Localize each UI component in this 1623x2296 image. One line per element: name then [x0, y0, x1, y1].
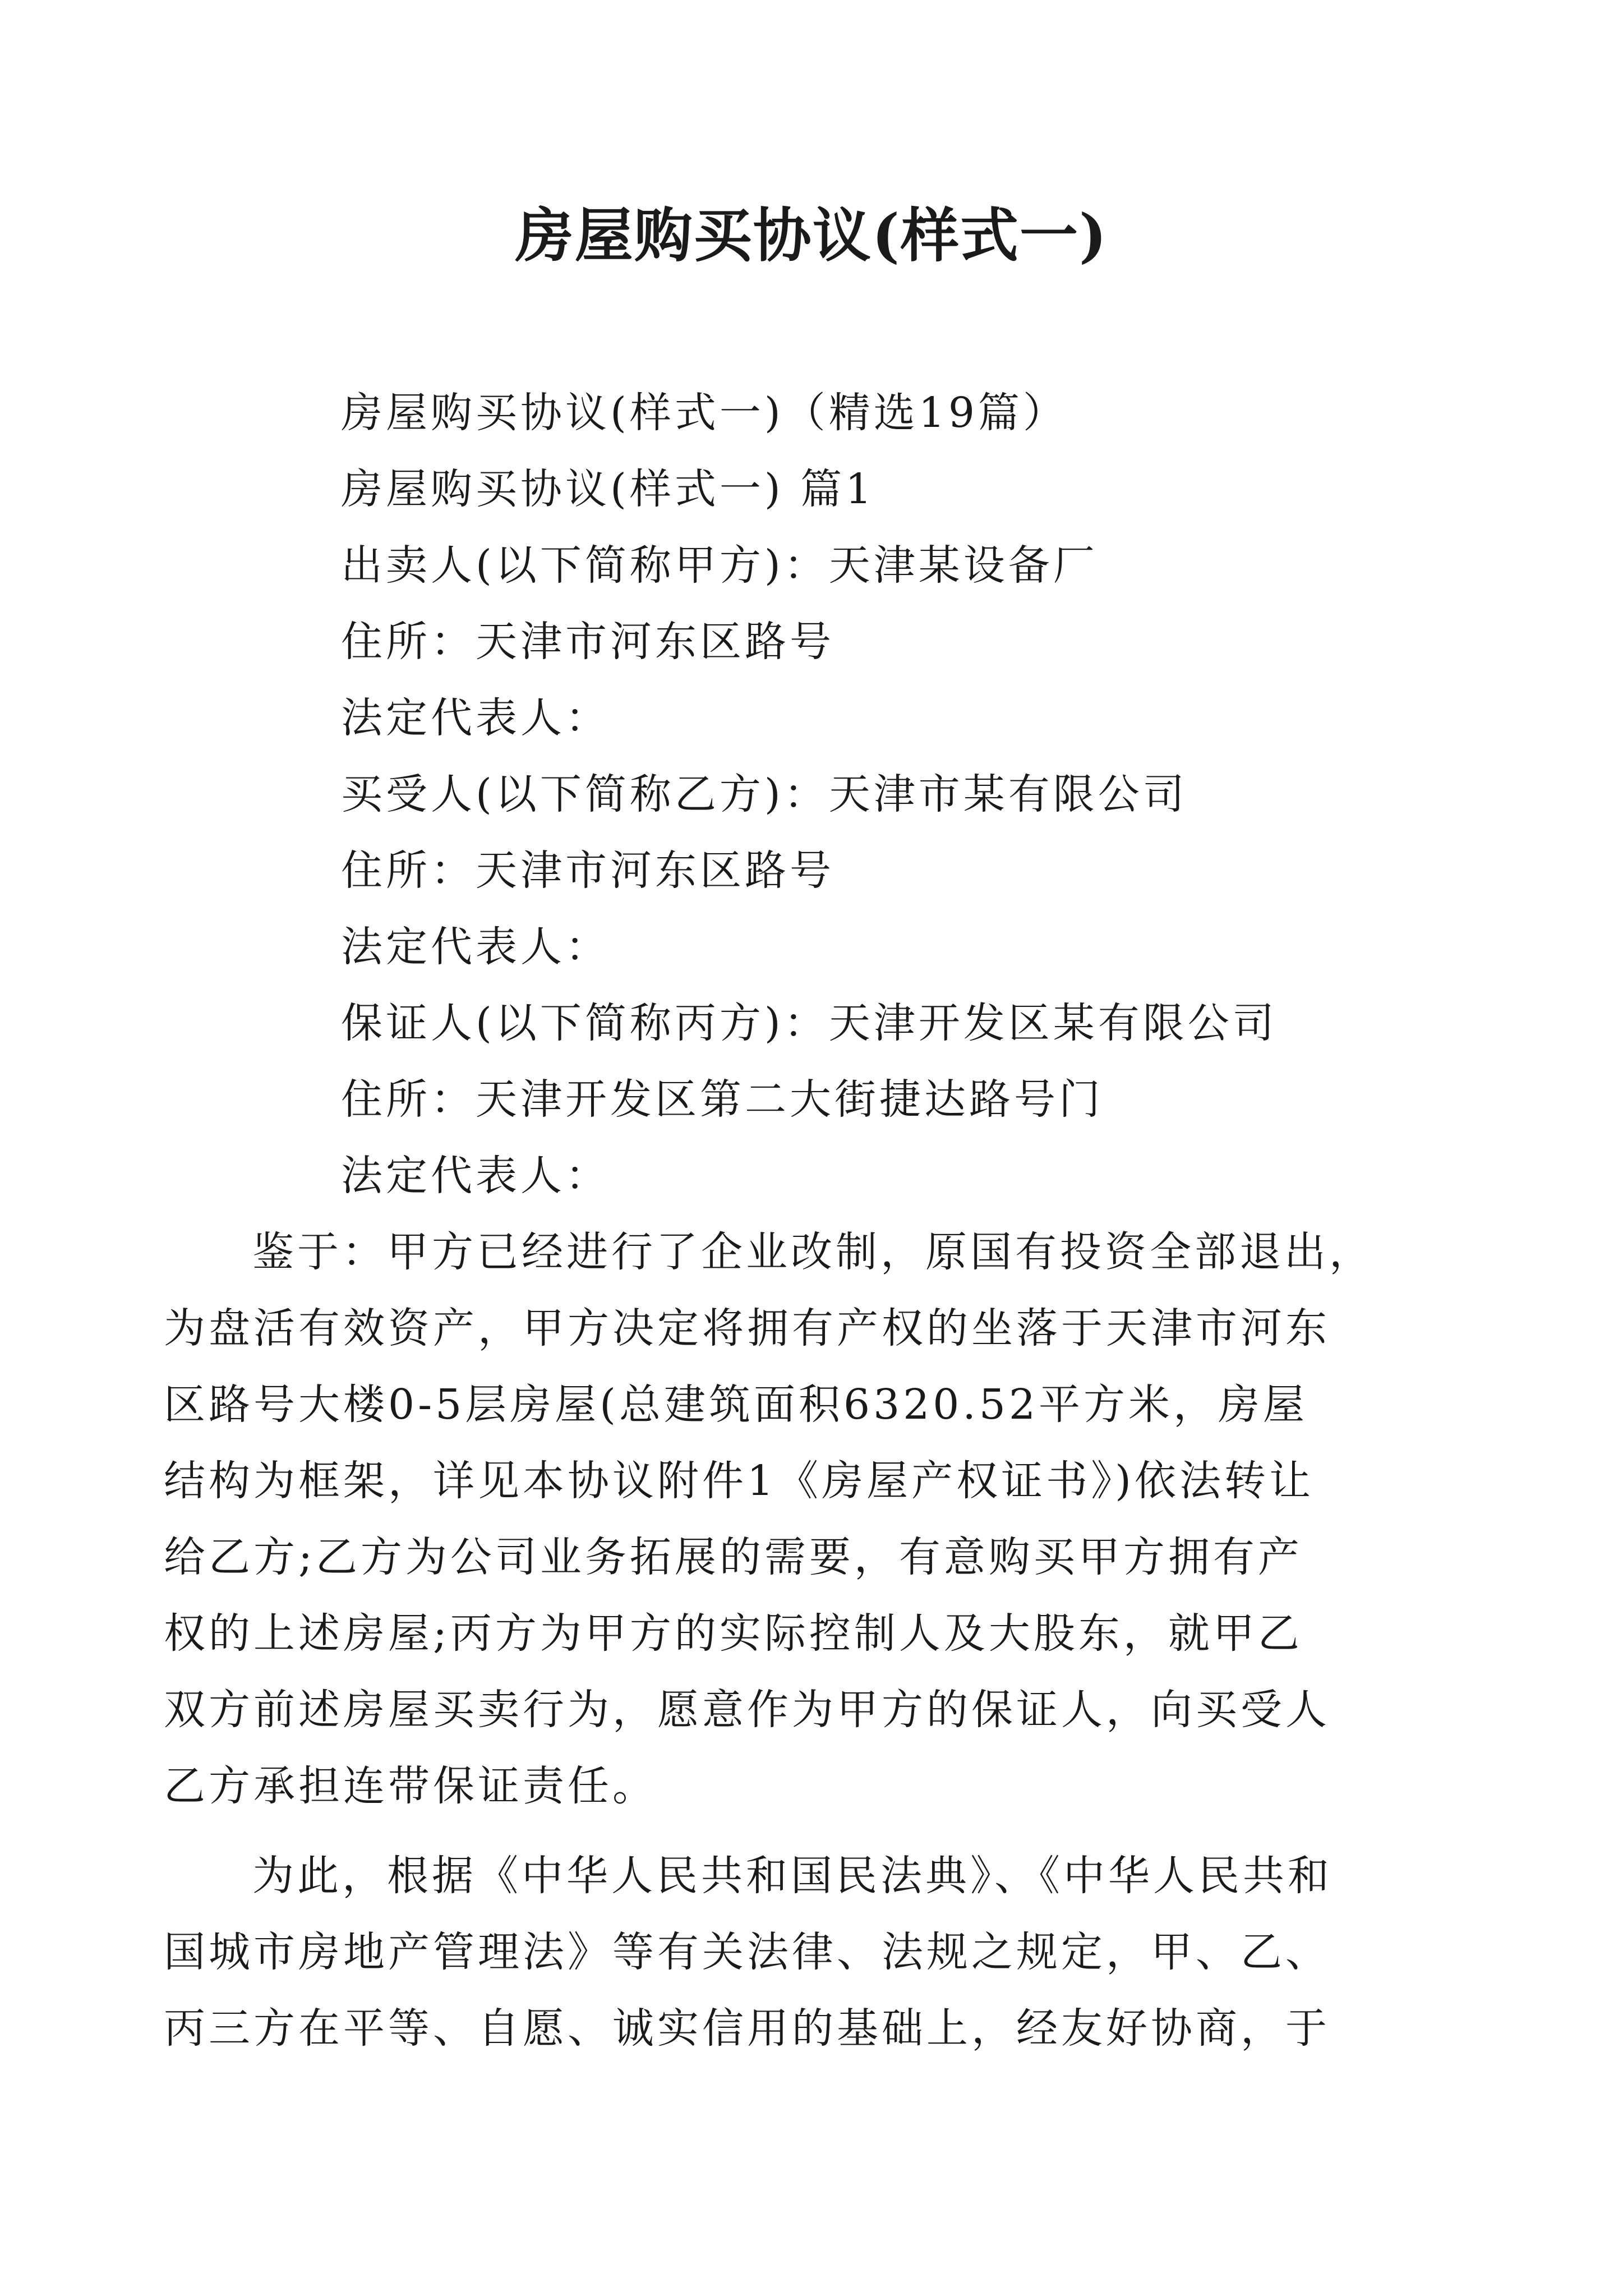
document-title: 房屋购买协议(样式一): [515, 201, 1108, 270]
seller-address-line: 住所：天津市河东区路号: [341, 618, 834, 666]
document-body: [164, 375, 1374, 2067]
paragraph-line: 双方前述房屋买卖行为，愿意作为甲方的保证人，向买受人: [164, 1686, 1330, 1734]
guarantor-address-line: 住所：天津开发区第二大街捷达路号门: [341, 1075, 1104, 1124]
guarantor-representative-line: 法定代表人：: [341, 1152, 610, 1200]
paragraph-line: 结构为框架，详见本协议附件1《房屋产权证书》)依法转让: [164, 1457, 1314, 1505]
paragraph-line: 为此，根据《中华人民共和国民法典》、《中华人民共和: [252, 1852, 1332, 1900]
paragraph-line: 丙三方在平等、自愿、诚实信用的基础上，经友好协商，于: [164, 2004, 1330, 2053]
buyer-line: 买受人(以下简称乙方)：天津市某有限公司: [341, 770, 1188, 818]
paragraph-line: 国城市房地产管理法》等有关法律、法规之规定，甲、乙、: [164, 1928, 1330, 1976]
buyer-representative-line: 法定代表人：: [341, 923, 610, 971]
guarantor-line: 保证人(以下简称丙方)：天津开发区某有限公司: [341, 999, 1278, 1047]
paragraph-line: 给乙方;乙方为公司业务拓展的需要，有意购买甲方拥有产: [164, 1533, 1303, 1581]
paragraph-gap: [252, 1824, 1374, 1838]
seller-representative-line: 法定代表人：: [341, 694, 610, 742]
paragraph-line: 权的上述房屋;丙方为甲方的实际控制人及大股东，就甲乙: [164, 1609, 1303, 1658]
paragraph-line: 鉴于：甲方已经进行了企业改制，原国有投资全部退出，: [252, 1228, 1374, 1276]
section-heading: 房屋购买协议(样式一) 篇1: [341, 465, 875, 513]
paragraph-line: 为盘活有效资产，甲方决定将拥有产权的坐落于天津市河东: [164, 1304, 1330, 1352]
collection-heading: 房屋购买协议(样式一)（精选19篇）: [341, 389, 1068, 437]
buyer-address-line: 住所：天津市河东区路号: [341, 846, 834, 895]
recital-paragraph: [164, 1214, 1374, 1824]
paragraph-line: 区路号大楼0-5层房屋(总建筑面积6320.52平方米，房屋: [164, 1381, 1308, 1429]
legal-basis-paragraph: [164, 1838, 1374, 2067]
seller-line: 出卖人(以下简称甲方)：天津某设备厂: [341, 541, 1098, 590]
paragraph-line: 乙方承担连带保证责任。: [164, 1762, 657, 1810]
